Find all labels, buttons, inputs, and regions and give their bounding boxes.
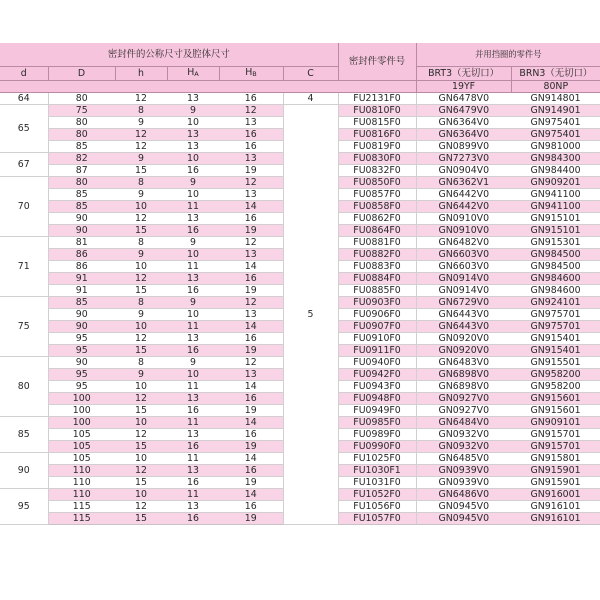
cell-hb: 19 <box>219 513 283 525</box>
header-hb-sub: B <box>252 70 257 78</box>
cell-hb: 14 <box>219 381 283 393</box>
cell-part-number: FU0864F0 <box>338 225 416 237</box>
cell-part-number: FU0884F0 <box>338 273 416 285</box>
table-row <box>0 105 600 117</box>
cell-d: 80 <box>48 177 115 189</box>
cell-h: 12 <box>115 465 167 477</box>
cell-brt3: GN6479V0 <box>416 105 511 117</box>
cell-part-number: FU0940F0 <box>338 357 416 369</box>
cell-ha: 11 <box>167 321 219 333</box>
cell-brt3: GN6482V0 <box>416 237 511 249</box>
cell-ha: 10 <box>167 369 219 381</box>
cell-h: 10 <box>115 321 167 333</box>
cell-hb: 14 <box>219 201 283 213</box>
cell-part-number: FU0948F0 <box>338 393 416 405</box>
cell-hb: 16 <box>219 393 283 405</box>
cell-ha: 16 <box>167 477 219 489</box>
cell-brt3: GN0899V0 <box>416 141 511 153</box>
cell-part-number: FU0816F0 <box>338 129 416 141</box>
cell-hb: 16 <box>219 501 283 513</box>
cell-h: 10 <box>115 261 167 273</box>
cell-d: 105 <box>48 453 115 465</box>
cell-d: 64 <box>0 93 48 105</box>
cell-brt3: GN6443V0 <box>416 321 511 333</box>
cell-brt3: GN6478V0 <box>416 93 511 105</box>
header-d: d <box>0 67 48 81</box>
cell-h: 12 <box>115 273 167 285</box>
cell-h: 15 <box>115 165 167 177</box>
cell-h: 8 <box>115 357 167 369</box>
cell-d: 71 <box>0 237 48 297</box>
cell-hb: 19 <box>219 405 283 417</box>
header-hb <box>219 67 283 81</box>
cell-d: 82 <box>48 153 115 165</box>
cell-ha: 16 <box>167 441 219 453</box>
cell-hb: 14 <box>219 261 283 273</box>
cell-brn3: GN915101 <box>511 225 600 237</box>
cell-brn3: GN915601 <box>511 393 600 405</box>
cell-ha: 16 <box>167 225 219 237</box>
cell-hb: 16 <box>219 333 283 345</box>
cell-h: 15 <box>115 345 167 357</box>
cell-ha: 13 <box>167 129 219 141</box>
cell-brn3: GN975701 <box>511 321 600 333</box>
cell-brt3: GN6729V0 <box>416 297 511 309</box>
cell-h: 8 <box>115 297 167 309</box>
cell-brt3: GN7273V0 <box>416 153 511 165</box>
table-body <box>0 93 600 525</box>
cell-brn3: GN915901 <box>511 465 600 477</box>
cell-d: 100 <box>48 417 115 429</box>
cell-part-number: FU1030F1 <box>338 465 416 477</box>
cell-h: 10 <box>115 453 167 465</box>
cell-d: 86 <box>48 249 115 261</box>
cell-ha: 11 <box>167 453 219 465</box>
cell-brt3: GN6443V0 <box>416 309 511 321</box>
cell-h: 12 <box>115 129 167 141</box>
cell-ha: 10 <box>167 249 219 261</box>
cell-hb: 14 <box>219 489 283 501</box>
cell-d: 81 <box>48 237 115 249</box>
cell-brn3: GN984600 <box>511 285 600 297</box>
cell-ha: 9 <box>167 177 219 189</box>
cell-d: 115 <box>48 513 115 525</box>
cell-brn3: GN941100 <box>511 189 600 201</box>
cell-brn3: GN958200 <box>511 369 600 381</box>
cell-ha: 16 <box>167 165 219 177</box>
cell-d: 95 <box>48 369 115 381</box>
cell-brt3: GN0932V0 <box>416 441 511 453</box>
cell-brn3: GN916101 <box>511 501 600 513</box>
cell-brn3: GN915601 <box>511 405 600 417</box>
cell-h: 12 <box>115 393 167 405</box>
cell-ha: 9 <box>167 357 219 369</box>
cell-brn3: GN984400 <box>511 165 600 177</box>
cell-ha: 13 <box>167 333 219 345</box>
cell-d: 85 <box>48 141 115 153</box>
cell-hb: 12 <box>219 237 283 249</box>
cell-d: 110 <box>48 477 115 489</box>
cell-d: 85 <box>48 201 115 213</box>
cell-brn3: GN984300 <box>511 153 600 165</box>
cell-h: 12 <box>115 501 167 513</box>
cell-brt3: GN0914V0 <box>416 273 511 285</box>
cell-brt3: GN0910V0 <box>416 225 511 237</box>
cell-brt3: GN0910V0 <box>416 213 511 225</box>
cell-d: 91 <box>48 285 115 297</box>
cell-h: 8 <box>115 105 167 117</box>
cell-hb: 13 <box>219 153 283 165</box>
cell-d: 95 <box>0 489 48 525</box>
cell-hb: 16 <box>219 141 283 153</box>
cell-brt3: GN6364V0 <box>416 129 511 141</box>
header-brn3-material: 80NP <box>511 81 600 93</box>
cell-brn3: GN915801 <box>511 453 600 465</box>
cell-h: 12 <box>115 429 167 441</box>
table-row <box>0 93 600 105</box>
cell-hb: 19 <box>219 477 283 489</box>
cell-brn3: GN915401 <box>511 345 600 357</box>
cell-brt3: GN6362V1 <box>416 177 511 189</box>
cell-brn3: GN984500 <box>511 261 600 273</box>
cell-ha: 11 <box>167 201 219 213</box>
cell-d: 105 <box>48 429 115 441</box>
cell-h: 12 <box>115 213 167 225</box>
cell-h: 15 <box>115 405 167 417</box>
cell-ha: 13 <box>167 213 219 225</box>
cell-d: 80 <box>0 357 48 417</box>
cell-part-number: FU1031F0 <box>338 477 416 489</box>
cell-ha: 13 <box>167 93 219 105</box>
cell-part-number: FU0858F0 <box>338 201 416 213</box>
cell-hb: 19 <box>219 165 283 177</box>
cell-brt3: GN0920V0 <box>416 345 511 357</box>
cell-part-number: FU1057F0 <box>338 513 416 525</box>
cell-hb: 13 <box>219 117 283 129</box>
cell-part-number: FU0832F0 <box>338 165 416 177</box>
cell-hb: 12 <box>219 357 283 369</box>
cell-part-number: FU0990F0 <box>338 441 416 453</box>
cell-part-number: FU1025F0 <box>338 453 416 465</box>
header-part-number: 密封件零件号 <box>338 43 416 81</box>
header-ha-letter: H <box>187 67 195 78</box>
cell-c: 5 <box>283 105 338 525</box>
cell-h: 15 <box>115 477 167 489</box>
cell-d: 70 <box>0 177 48 237</box>
cell-brt3: GN6898V0 <box>416 381 511 393</box>
cell-part-number: FU0943F0 <box>338 381 416 393</box>
cell-brn3: GN916101 <box>511 513 600 525</box>
cell-h: 9 <box>115 249 167 261</box>
cell-d: 110 <box>48 465 115 477</box>
cell-hb: 14 <box>219 321 283 333</box>
cell-h: 15 <box>115 513 167 525</box>
cell-brn3: GN909201 <box>511 177 600 189</box>
cell-ha: 10 <box>167 189 219 201</box>
cell-part-number: FU0850F0 <box>338 177 416 189</box>
cell-hb: 12 <box>219 297 283 309</box>
cell-d: 67 <box>0 153 48 177</box>
cell-d: 95 <box>48 345 115 357</box>
cell-hb: 12 <box>219 105 283 117</box>
cell-ha: 13 <box>167 273 219 285</box>
cell-part-number: FU0882F0 <box>338 249 416 261</box>
cell-brn3: GN915401 <box>511 333 600 345</box>
cell-brt3: GN6442V0 <box>416 189 511 201</box>
cell-h: 9 <box>115 189 167 201</box>
cell-ha: 11 <box>167 381 219 393</box>
cell-part-number: FU1056F0 <box>338 501 416 513</box>
cell-brt3: GN6483V0 <box>416 357 511 369</box>
cell-part-number: FU0911F0 <box>338 345 416 357</box>
cell-brn3: GN984600 <box>511 273 600 285</box>
cell-h: 12 <box>115 93 167 105</box>
cell-brn3: GN915701 <box>511 429 600 441</box>
cell-hb: 16 <box>219 129 283 141</box>
cell-d: 86 <box>48 261 115 273</box>
cell-brn3: GN915901 <box>511 477 600 489</box>
cell-part-number: FU0942F0 <box>338 369 416 381</box>
cell-part-number: FU1052F0 <box>338 489 416 501</box>
seal-spec-table <box>0 43 600 525</box>
header-dims-group: 密封件的公称尺寸及腔体尺寸 <box>0 43 338 67</box>
cell-brt3: GN0927V0 <box>416 405 511 417</box>
cell-h: 15 <box>115 441 167 453</box>
cell-d: 90 <box>48 213 115 225</box>
header-brn3: BRN3（无切口） <box>511 67 600 81</box>
cell-brn3: GN975401 <box>511 129 600 141</box>
cell-brt3: GN0945V0 <box>416 513 511 525</box>
cell-ha: 10 <box>167 153 219 165</box>
cell-h: 9 <box>115 309 167 321</box>
cell-h: 10 <box>115 381 167 393</box>
cell-brn3: GN975401 <box>511 117 600 129</box>
cell-brn3: GN914801 <box>511 93 600 105</box>
cell-d: 105 <box>48 441 115 453</box>
cell-ha: 11 <box>167 261 219 273</box>
cell-brt3: GN6485V0 <box>416 453 511 465</box>
cell-ha: 13 <box>167 429 219 441</box>
cell-brt3: GN0939V0 <box>416 465 511 477</box>
cell-d: 75 <box>48 105 115 117</box>
cell-part-number: FU0883F0 <box>338 261 416 273</box>
cell-brn3: GN915101 <box>511 213 600 225</box>
cell-brt3: GN6603V0 <box>416 261 511 273</box>
cell-brt3: GN6442V0 <box>416 201 511 213</box>
cell-brn3: GN915701 <box>511 441 600 453</box>
cell-hb: 16 <box>219 465 283 477</box>
cell-d: 100 <box>48 393 115 405</box>
cell-ha: 13 <box>167 141 219 153</box>
cell-part-number: FU0815F0 <box>338 117 416 129</box>
header-ha-sub: A <box>194 70 199 78</box>
cell-d: 80 <box>48 129 115 141</box>
cell-h: 10 <box>115 201 167 213</box>
cell-h: 10 <box>115 417 167 429</box>
cell-part-number: FU0949F0 <box>338 405 416 417</box>
cell-part-number: FU0819F0 <box>338 141 416 153</box>
cell-h: 9 <box>115 153 167 165</box>
header-spacer <box>0 81 416 93</box>
cell-hb: 16 <box>219 273 283 285</box>
cell-h: 10 <box>115 489 167 501</box>
cell-d: 87 <box>48 165 115 177</box>
cell-part-number: FU0906F0 <box>338 309 416 321</box>
cell-brt3: GN6484V0 <box>416 417 511 429</box>
cell-d: 95 <box>48 381 115 393</box>
cell-hb: 13 <box>219 249 283 261</box>
cell-part-number: FU0810F0 <box>338 105 416 117</box>
header-D: D <box>48 67 115 81</box>
cell-d: 80 <box>48 93 115 105</box>
cell-d: 90 <box>48 321 115 333</box>
cell-h: 8 <box>115 177 167 189</box>
cell-part-number: FU0885F0 <box>338 285 416 297</box>
header-brt3-material: 19YF <box>416 81 511 93</box>
cell-d: 85 <box>48 189 115 201</box>
cell-part-number: FU0989F0 <box>338 429 416 441</box>
cell-ha: 10 <box>167 309 219 321</box>
cell-ha: 13 <box>167 393 219 405</box>
cell-ha: 16 <box>167 285 219 297</box>
header-c: C <box>283 67 338 81</box>
cell-part-number: FU0910F0 <box>338 333 416 345</box>
cell-hb: 14 <box>219 453 283 465</box>
cell-h: 15 <box>115 285 167 297</box>
cell-brt3: GN6603V0 <box>416 249 511 261</box>
cell-d: 90 <box>48 309 115 321</box>
cell-h: 9 <box>115 369 167 381</box>
cell-h: 9 <box>115 117 167 129</box>
cell-d: 85 <box>0 417 48 453</box>
cell-part-number: FU0862F0 <box>338 213 416 225</box>
header-h: h <box>115 67 167 81</box>
header-hb-letter: H <box>245 67 253 78</box>
cell-ha: 11 <box>167 489 219 501</box>
cell-h: 12 <box>115 141 167 153</box>
cell-ha: 10 <box>167 117 219 129</box>
cell-hb: 16 <box>219 93 283 105</box>
cell-ha: 13 <box>167 465 219 477</box>
cell-c: 4 <box>283 93 338 105</box>
cell-brt3: GN0932V0 <box>416 429 511 441</box>
cell-hb: 12 <box>219 177 283 189</box>
cell-brn3: GN941100 <box>511 201 600 213</box>
cell-hb: 19 <box>219 285 283 297</box>
cell-part-number: FU0830F0 <box>338 153 416 165</box>
cell-hb: 19 <box>219 225 283 237</box>
cell-h: 8 <box>115 237 167 249</box>
cell-hb: 13 <box>219 309 283 321</box>
cell-part-number: FU2131F0 <box>338 93 416 105</box>
cell-part-number: FU0857F0 <box>338 189 416 201</box>
cell-ha: 11 <box>167 417 219 429</box>
cell-part-number: FU0903F0 <box>338 297 416 309</box>
cell-ha: 9 <box>167 105 219 117</box>
cell-h: 15 <box>115 225 167 237</box>
cell-brn3: GN915501 <box>511 357 600 369</box>
cell-hb: 16 <box>219 429 283 441</box>
cell-d: 85 <box>48 297 115 309</box>
cell-ha: 13 <box>167 501 219 513</box>
cell-brn3: GN914901 <box>511 105 600 117</box>
cell-part-number: FU0907F0 <box>338 321 416 333</box>
cell-hb: 13 <box>219 189 283 201</box>
cell-brn3: GN981000 <box>511 141 600 153</box>
cell-brt3: GN0939V0 <box>416 477 511 489</box>
cell-brn3: GN915301 <box>511 237 600 249</box>
cell-hb: 19 <box>219 441 283 453</box>
header-compat-group: 并用挡圈的零件号 <box>416 43 600 67</box>
cell-h: 12 <box>115 333 167 345</box>
cell-part-number: FU0881F0 <box>338 237 416 249</box>
cell-hb: 19 <box>219 345 283 357</box>
cell-brt3: GN6898V0 <box>416 369 511 381</box>
cell-brt3: GN0945V0 <box>416 501 511 513</box>
cell-hb: 13 <box>219 369 283 381</box>
cell-part-number: FU0985F0 <box>338 417 416 429</box>
cell-brt3: GN0914V0 <box>416 285 511 297</box>
cell-d: 75 <box>0 297 48 357</box>
cell-hb: 16 <box>219 213 283 225</box>
cell-brt3: GN0904V0 <box>416 165 511 177</box>
cell-d: 80 <box>48 117 115 129</box>
cell-brn3: GN924101 <box>511 297 600 309</box>
cell-d: 115 <box>48 501 115 513</box>
cell-brn3: GN984500 <box>511 249 600 261</box>
cell-d: 90 <box>0 453 48 489</box>
cell-d: 100 <box>48 405 115 417</box>
cell-ha: 16 <box>167 513 219 525</box>
cell-d: 91 <box>48 273 115 285</box>
cell-brt3: GN6364V0 <box>416 117 511 129</box>
cell-hb: 14 <box>219 417 283 429</box>
cell-brt3: GN6486V0 <box>416 489 511 501</box>
cell-brn3: GN958200 <box>511 381 600 393</box>
cell-ha: 9 <box>167 237 219 249</box>
cell-brt3: GN0920V0 <box>416 333 511 345</box>
cell-d: 110 <box>48 489 115 501</box>
cell-brt3: GN0927V0 <box>416 393 511 405</box>
cell-d: 90 <box>48 225 115 237</box>
cell-ha: 16 <box>167 405 219 417</box>
header-brt3: BRT3（无切口） <box>416 67 511 81</box>
cell-ha: 16 <box>167 345 219 357</box>
cell-d: 95 <box>48 333 115 345</box>
cell-ha: 9 <box>167 297 219 309</box>
cell-brn3: GN916001 <box>511 489 600 501</box>
cell-d: 90 <box>48 357 115 369</box>
cell-d: 65 <box>0 105 48 153</box>
cell-brn3: GN909101 <box>511 417 600 429</box>
header-ha <box>167 67 219 81</box>
cell-brn3: GN975701 <box>511 309 600 321</box>
